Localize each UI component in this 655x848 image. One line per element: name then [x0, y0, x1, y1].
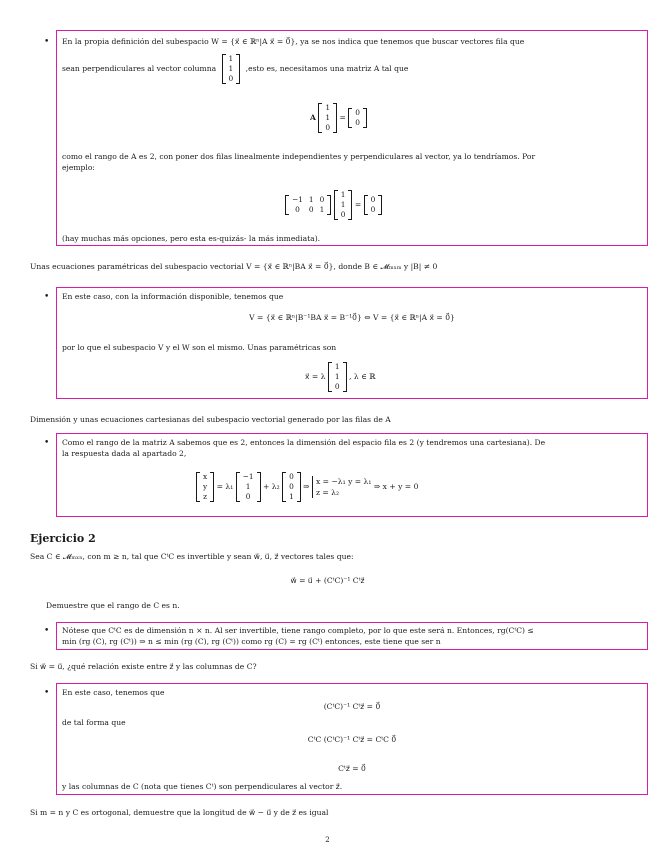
box1-line2b: ,esto es, necesitamos una matriz A tal que — [245, 64, 409, 73]
question-dimension: Dimensión y unas ecuaciones cartesianas del subespacio vectorial generado por las filas de A — [30, 415, 391, 424]
box2-line1: En este caso, con la información disponible, tenemos que — [62, 292, 284, 301]
box3-line2: la respuesta dada al apartado 2, — [62, 449, 187, 458]
bullet: • — [44, 626, 50, 636]
question-parametric: Unas ecuaciones paramétricas del subespacio vectorial V = {x⃗ ∈ ℝⁿ|BA x⃗ = 0⃗}, donde B ∈ 𝓜ₘₓₘ y |B| ≠ 0 — [30, 262, 438, 271]
question-orthogonal: Si m = n y C es ortogonal, demuestre que la longitud de w⃗ − u⃗ y de z⃗ es igual — [30, 808, 329, 817]
box3-line1: Como el rango de la matriz A sabemos que es 2, entonces la dimensión del espacio fila es 2 (y tendremos una cartesiana). De — [62, 438, 546, 447]
box5-equation2: CᵗC (CᵗC)⁻¹ Cᵗz⃗ = CᵗC 0⃗ — [307, 735, 397, 744]
box4-line2: min (rg (C), rg (Cᵗ)) ⇒ n ≤ min (rg (C), rg (Cᵗ)) como rg (C) = rg (Cᵗ) entonces, este tiene que ser n — [62, 637, 441, 646]
exercise-equation: w⃗ = u⃗ + (CᵗC)⁻¹ Cᵗz⃗ — [290, 576, 365, 585]
box5-equation3: Cᵗz⃗ = 0⃗ — [338, 764, 366, 773]
box5-equation1: (CᵗC)⁻¹ Cᵗz⃗ = 0⃗ — [323, 702, 381, 711]
bullet: • — [44, 688, 50, 698]
exercise-statement: Sea C ∈ 𝓜ₘₓₙ, con m ≥ n, tal que CᵗC es invertible y sean w⃗, u⃗, z⃗ vectores tales que: — [30, 552, 354, 561]
box2-line2: por lo que el subespacio V y el W son el mismo. Unas paramétricas son — [62, 343, 337, 352]
box3-equation: x y z = λ₁ −1 1 0 + λ₂ 0 0 1 ⇒ x = −λ₁ y = λ₁ z = λ₂ ⇒ x + y = 0 — [196, 472, 418, 502]
question-relation: Si w⃗ = u⃗, ¿qué relación existe entre z⃗ y las columnas de C? — [30, 662, 257, 671]
equation-example-matrix: −1 1 0 0 0 1 1 1 0 = 0 0 — [285, 190, 382, 220]
box1-line3: como el rango de A es 2, con poner dos filas linealmente independientes y perpendiculares al vector, ya lo tendríamos. Por — [62, 152, 536, 161]
column-vector: 1 1 0 — [222, 54, 241, 84]
box1-line4: ejemplo: — [62, 163, 95, 172]
bullet: • — [44, 292, 50, 302]
bullet: • — [44, 438, 50, 448]
box5-line3: y las columnas de C (nota que tienes Cᵗ) son perpendiculares al vector z⃗. — [62, 782, 343, 791]
box1-line2 — [62, 54, 408, 84]
equation-A-vec: A 1 1 0 = 0 0 — [310, 103, 367, 133]
page-number: 2 — [325, 836, 330, 844]
box1-line2a: sean perpendiculares al vector columna — [62, 64, 217, 73]
box2-equation: V = {x⃗ ∈ ℝⁿ|B⁻¹BA x⃗ = B⁻¹0⃗} ⇔ V = {x⃗ ∈ ℝⁿ|A x⃗ = 0⃗} — [249, 313, 455, 322]
box5-line2: de tal forma que — [62, 718, 126, 727]
box1-line1: En la propia definición del subespacio W = {x⃗ ∈ ℝⁿ|A x⃗ = 0⃗}, ya se nos indica que tenemos que buscar vectores fila que — [62, 37, 525, 46]
box4-line1: Nótese que CᵗC es de dimensión n × n. Al ser invertible, tiene rango completo, por lo que este será n. Entonces, rg(CᵗC) ≤ — [62, 626, 534, 635]
bullet: • — [44, 37, 50, 47]
box2-equation-param: x⃗ = λ 1 1 0 , λ ∈ ℝ — [305, 362, 376, 391]
exercise-title: Ejercicio 2 — [30, 532, 96, 545]
box5-line1: En este caso, tenemos que — [62, 688, 165, 697]
box1-line5: (hay muchas más opciones, pero esta es-quizás- la más inmediata). — [62, 234, 321, 243]
exercise-prove-rank: Demuestre que el rango de C es n. — [46, 601, 180, 610]
